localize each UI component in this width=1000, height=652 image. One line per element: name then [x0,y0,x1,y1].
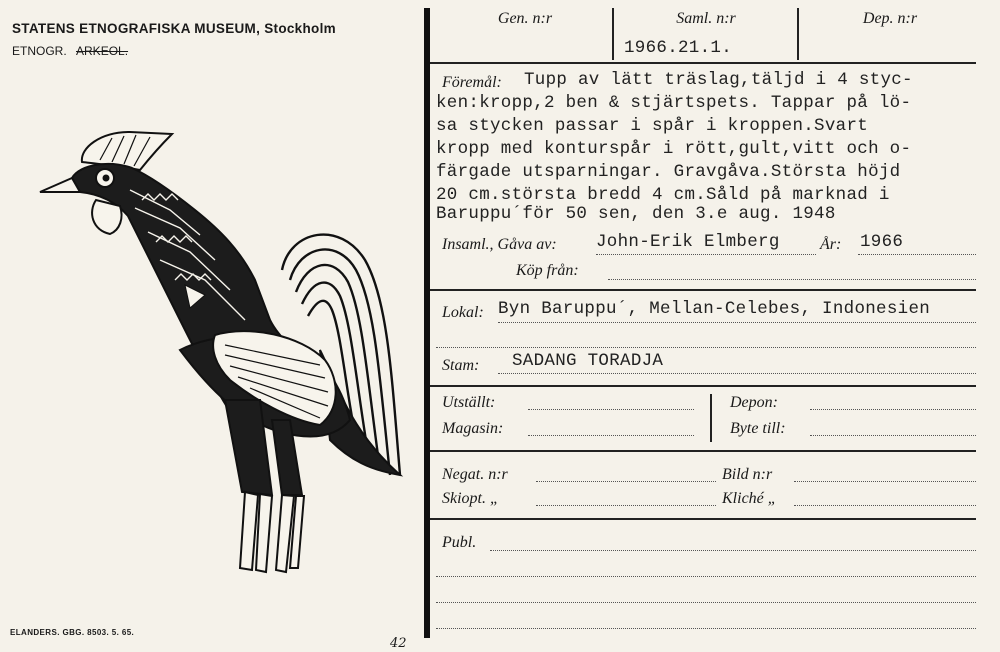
foremal-line: 20 cm.största bredd 4 cm.Såld på marknad i [436,185,890,205]
gen-nr-label: Gen. n:r [497,10,553,27]
foremal-line: Tupp av lätt träslag,täljd i 4 styc- [524,70,913,90]
dep-nr-label: Dep. n:r [862,10,918,27]
handwritten-number: 42 [390,636,407,651]
dotted-line [794,481,976,482]
form-border [424,8,430,638]
utstallt-label: Utställt: [442,394,496,411]
lokal-value: Byn Baruppu´, Mellan-Celebes, Indonesien [498,299,931,319]
dotted-line [810,435,976,436]
dotted-line [528,409,694,410]
kliche-label: Kliché „ [722,490,777,507]
depon-label: Depon: [730,394,778,411]
department-line [12,44,128,58]
magasin-label: Magasin: [442,420,504,437]
dotted-line [436,576,976,577]
stam-label: Stam: [442,357,480,374]
insaml-value: John-Erik Elmberg [596,232,780,252]
foremal-line: kropp med konturspår i rött,gult,vitt och o- [436,139,912,159]
foremal-line: sa stycken passar i spår i kroppen.Svart [436,116,869,136]
kop-fran-label: Köp från: [516,262,579,279]
saml-nr-label: Saml. n:r [676,10,736,27]
ditto-mark: „ [490,490,499,507]
publ-label: Publ. [442,534,477,551]
foremal-label: Föremål: [442,74,502,91]
museum-name: STATENS ETNOGRAFISKA MUSEUM, [12,21,261,36]
dotted-line [596,254,816,255]
dotted-line [490,550,976,551]
dotted-line [794,505,976,506]
header-rule [430,62,976,64]
dotted-line [608,279,976,280]
ar-label: År: [820,236,842,253]
insaml-label: Insaml., Gåva av: [442,236,557,253]
section-rule [430,518,976,520]
dotted-line [528,435,694,436]
department-struck: ARKEOL. [76,44,129,58]
dotted-line [436,347,976,348]
skiopt-label: Skiopt. „ [442,490,499,507]
byte-till-label: Byte till: [730,420,786,437]
dotted-line [810,409,976,410]
section-rule [430,385,976,387]
negat-nr-label: Negat. n:r [442,466,508,483]
section-rule [430,450,976,452]
museum-city: Stockholm [264,21,336,36]
stam-value: SADANG TORADJA [512,351,664,371]
dotted-line [436,628,976,629]
foremal-line: ken:kropp,2 ben & stjärtspets. Tappar på lö- [436,93,912,113]
dotted-line [498,373,976,374]
dotted-line [498,322,976,323]
ditto-mark: „ [767,490,777,507]
bild-nr-label: Bild n:r [722,466,773,483]
header-divider [797,8,799,60]
foremal-line: Baruppu´för 50 sen, den 3.e aug. 1948 [436,204,836,224]
printer-mark: ELANDERS. GBG. 8503. 5. 65. [10,628,135,637]
dotted-line [536,481,716,482]
dotted-line [858,254,976,255]
department-active: ETNOGR. [12,44,67,58]
lokal-label: Lokal: [442,304,484,321]
saml-nr-value: 1966.21.1. [624,38,733,58]
section-rule [430,289,976,291]
rooster-drawing [20,120,420,590]
ar-value: 1966 [860,232,904,252]
dotted-line [536,505,716,506]
dotted-line [436,602,976,603]
foremal-line: färgade utsparningar. Gravgåva.Största höjd [436,162,901,182]
museum-header [12,21,336,36]
storage-divider [710,394,712,442]
